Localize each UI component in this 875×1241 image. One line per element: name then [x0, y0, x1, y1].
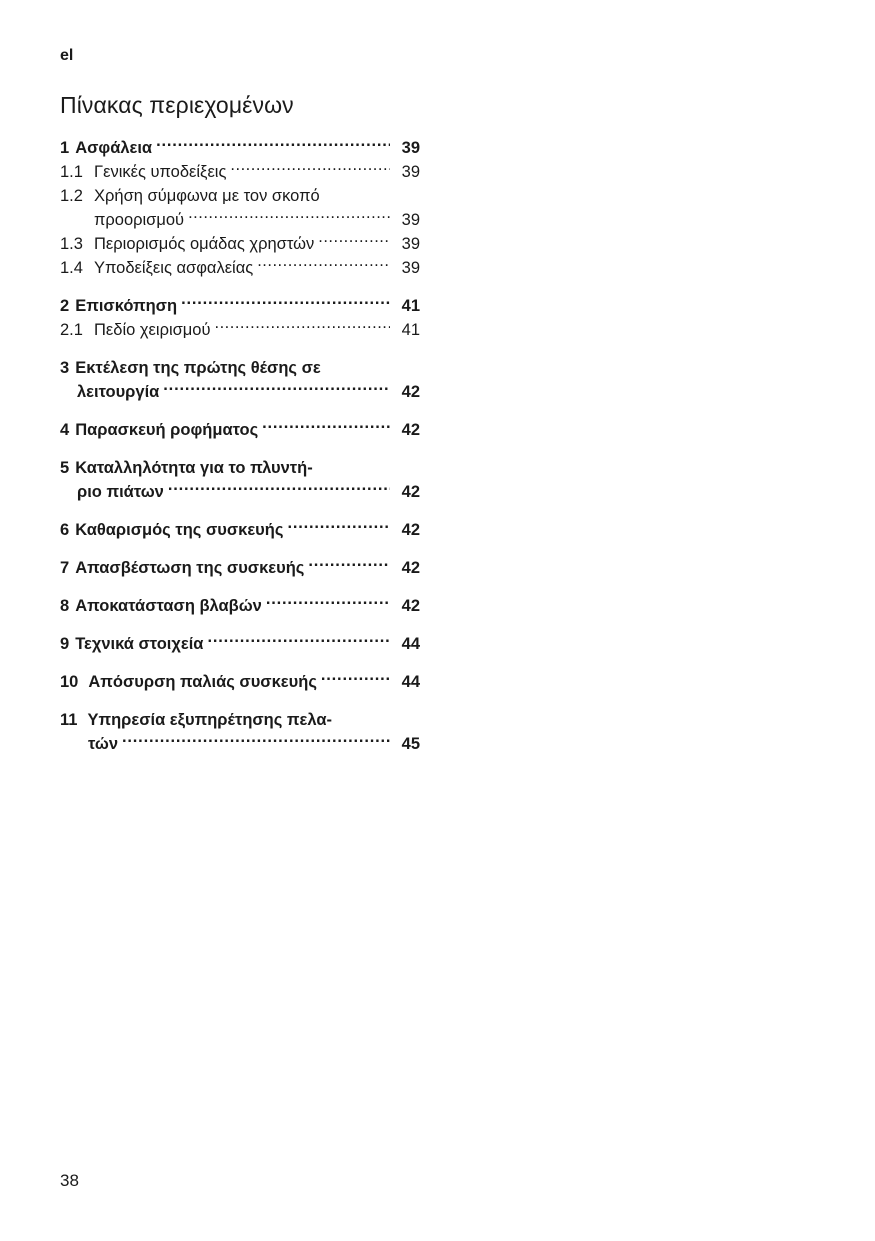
toc-page: 42 [401, 559, 420, 577]
toc-page: 39 [401, 235, 420, 253]
toc-number: 2 [60, 297, 70, 315]
dot-leader [287, 521, 390, 535]
toc-label: Ασφάλεια [75, 139, 153, 157]
toc-number: 1.4 [60, 259, 83, 277]
toc-page: 42 [401, 383, 420, 401]
toc-label: Καταλληλότητα για το πλυντή- [75, 459, 313, 477]
page-title: Πίνακας περιεχομένων [60, 92, 294, 118]
toc-entry-1-2-line1[interactable] [60, 184, 420, 208]
dot-leader [308, 559, 390, 573]
dot-leader [230, 163, 390, 177]
table-of-contents [60, 136, 420, 770]
toc-number: 1.3 [60, 235, 83, 253]
toc-entry-5-line2[interactable] [60, 480, 420, 504]
toc-label: προορισμού [94, 211, 185, 229]
toc-label: Αποκατάσταση βλαβών [75, 597, 262, 615]
toc-entry-1-1[interactable] [60, 160, 420, 184]
toc-page: 39 [401, 163, 420, 181]
toc-group-4 [60, 418, 420, 442]
toc-entry-1-3[interactable] [60, 232, 420, 256]
toc-page: 42 [401, 597, 420, 615]
toc-entry-11-line2[interactable] [60, 732, 420, 756]
toc-entry-6[interactable] [60, 518, 420, 542]
dot-leader [215, 321, 390, 335]
toc-number: 1.1 [60, 163, 83, 181]
toc-label: Χρήση σύμφωνα με τον σκοπό [94, 187, 320, 205]
dot-leader [163, 383, 390, 397]
dot-leader [318, 235, 390, 249]
toc-page: 42 [401, 421, 420, 439]
toc-number: 10 [60, 673, 79, 691]
toc-page: 41 [401, 297, 420, 315]
toc-label: Επισκόπηση [75, 297, 178, 315]
toc-label: Καθαρισμός της συσκευής [75, 521, 284, 539]
toc-entry-3-line2[interactable] [60, 380, 420, 404]
toc-entry-10[interactable] [60, 670, 420, 694]
toc-label: Υπηρεσία εξυπηρέτησης πελα- [87, 711, 333, 729]
toc-number: 5 [60, 459, 70, 477]
toc-page: 45 [401, 735, 420, 753]
toc-entry-9[interactable] [60, 632, 420, 656]
toc-page: 39 [401, 139, 420, 157]
toc-group-7 [60, 556, 420, 580]
toc-entry-11-line1[interactable] [60, 708, 420, 732]
toc-number: 8 [60, 597, 70, 615]
toc-entry-8[interactable] [60, 594, 420, 618]
toc-label: Υποδείξεις ασφαλείας [94, 259, 254, 277]
toc-page: 44 [401, 673, 420, 691]
toc-page: 39 [401, 211, 420, 229]
toc-entry-1-4[interactable] [60, 256, 420, 280]
toc-entry-1-2-line2[interactable] [60, 208, 420, 232]
dot-leader [207, 635, 390, 649]
toc-group-5 [60, 456, 420, 504]
toc-label: λειτουργία [77, 383, 160, 401]
toc-label: Τεχνικά στοιχεία [75, 635, 204, 653]
toc-label: Απασβέστωση της συσκευής [75, 559, 305, 577]
toc-entry-1[interactable] [60, 136, 420, 160]
dot-leader [321, 673, 390, 687]
toc-group-1 [60, 136, 420, 280]
toc-label: Παρασκευή ροφήματος [75, 421, 259, 439]
toc-page: 42 [401, 521, 420, 539]
toc-number: 4 [60, 421, 70, 439]
toc-number: 3 [60, 359, 70, 377]
toc-number: 11 [60, 711, 78, 729]
dot-leader [168, 483, 390, 497]
dot-leader [266, 597, 390, 611]
dot-leader [122, 735, 390, 749]
language-code: el [60, 47, 74, 64]
toc-group-2 [60, 294, 420, 342]
toc-entry-3-line1[interactable] [60, 356, 420, 380]
toc-label: Γενικές υποδείξεις [94, 163, 227, 181]
toc-number: 9 [60, 635, 70, 653]
toc-entry-7[interactable] [60, 556, 420, 580]
toc-entry-5-line1[interactable] [60, 456, 420, 480]
toc-page: 41 [401, 321, 420, 339]
toc-label: Απόσυρση παλιάς συσκευής [88, 673, 317, 691]
toc-group-8 [60, 594, 420, 618]
toc-label: Περιορισμός ομάδας χρηστών [94, 235, 315, 253]
dot-leader [262, 421, 390, 435]
toc-number: 7 [60, 559, 70, 577]
toc-label: Πεδίο χειρισμού [94, 321, 211, 339]
toc-label: ριο πιάτων [77, 483, 164, 501]
toc-group-10 [60, 670, 420, 694]
toc-page: 39 [401, 259, 420, 277]
toc-entry-2-1[interactable] [60, 318, 420, 342]
toc-page: 44 [401, 635, 420, 653]
toc-label: Εκτέλεση της πρώτης θέσης σε [75, 359, 321, 377]
toc-number: 1 [60, 139, 70, 157]
dot-leader [257, 259, 390, 273]
toc-number: 6 [60, 521, 70, 539]
dot-leader [188, 211, 390, 225]
toc-group-3 [60, 356, 420, 404]
dot-leader [156, 139, 390, 153]
toc-group-6 [60, 518, 420, 542]
toc-entry-2[interactable] [60, 294, 420, 318]
toc-page: 42 [401, 483, 420, 501]
toc-label: τών [88, 735, 119, 753]
toc-group-9 [60, 632, 420, 656]
toc-group-11 [60, 708, 420, 756]
page-number: 38 [60, 1171, 79, 1190]
dot-leader [181, 297, 390, 311]
toc-entry-4[interactable] [60, 418, 420, 442]
toc-number: 1.2 [60, 187, 83, 205]
toc-number: 2.1 [60, 321, 83, 339]
